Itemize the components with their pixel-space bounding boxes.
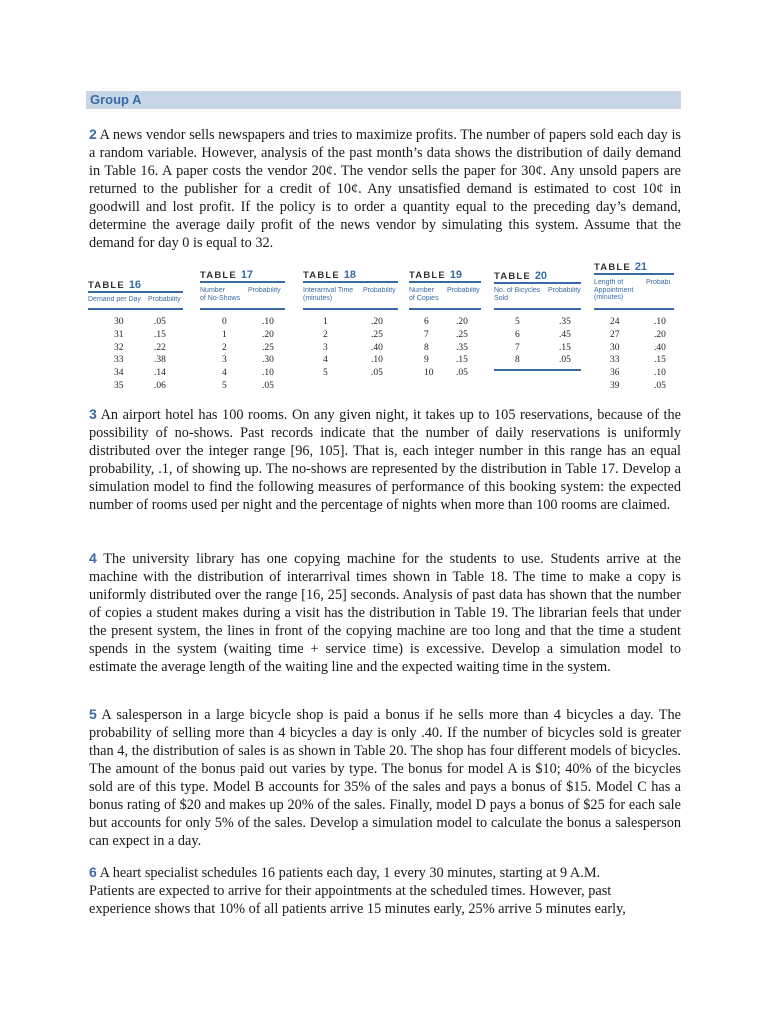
table-cell-probability: .35 <box>559 317 571 327</box>
table-cell-value: 32 <box>114 342 124 353</box>
table-header-rule <box>494 308 581 310</box>
table-cell-probability: .22 <box>154 342 166 353</box>
table-cell-probability: .10 <box>654 368 666 379</box>
section-title: Group A <box>90 92 142 107</box>
table-caption <box>594 261 647 273</box>
table-cell-value: 2 <box>323 329 328 340</box>
table-cell-value: 9 <box>424 355 429 366</box>
table-cell-value: 1 <box>222 329 227 340</box>
table-cell-probability: .25 <box>262 342 274 353</box>
table-caption <box>494 270 547 282</box>
table-caption-label: TABLE <box>409 270 450 281</box>
table-cell-value: 31 <box>114 329 124 340</box>
column-header: Interarrival Time (minutes) <box>303 287 354 302</box>
column-header: Probability <box>363 287 396 294</box>
table-caption-label: TABLE <box>494 271 535 282</box>
table-cell-value: 4 <box>323 355 328 366</box>
problem-6-number: 6 <box>89 864 97 880</box>
table-top-rule <box>303 281 398 283</box>
table-cell-value: 3 <box>222 355 227 366</box>
column-header: No. of Bicycles Sold <box>494 287 541 302</box>
table-header-rule <box>594 308 674 310</box>
table-cell-probability: .45 <box>559 329 571 340</box>
table-header-rule <box>303 308 398 310</box>
table-cell-probability: .05 <box>456 368 468 379</box>
table-cell-value: 34 <box>114 368 124 379</box>
table-top-rule <box>88 291 183 293</box>
column-header: Probabi <box>646 279 671 286</box>
problem-5 <box>89 705 681 850</box>
table-cell-value: 30 <box>114 317 124 327</box>
problem-5-number: 5 <box>89 706 97 722</box>
table-cell-value: 36 <box>610 368 620 379</box>
problem-4-number: 4 <box>89 550 97 566</box>
problem-3-text: An airport hotel has 100 rooms. On any given night, it takes up to 105 reservations, because of the possibility of no-shows. Past records indicate that the number of daily reservations is uniformly distributed over the integer range [96, 105]. That is, each integer number in this range has an equal probability, .1, of showing up. The no-shows are represented by the distribution in Table 17. Develop a simulation model to find the following measures of performance of this booking system: the expected number of rooms used per night and the percentage of nights when more than 100 rooms are claimed. <box>89 407 681 513</box>
table-cell-value: 6 <box>515 329 520 340</box>
table-cell-value: 4 <box>222 368 227 379</box>
table-cell-value: 35 <box>114 381 124 391</box>
table-cell-probability: .10 <box>654 317 666 327</box>
problem-6 <box>89 863 681 918</box>
problem-6-line-3: experience shows that 10% of all patients arrive 15 minutes early, 25% arrive 5 minutes early, <box>89 901 626 917</box>
table-bottom-rule <box>494 369 581 371</box>
table-cell-value: 24 <box>610 317 620 327</box>
table-cell-probability: .40 <box>654 342 666 353</box>
table-header-rule <box>409 308 481 310</box>
table-cell-probability: .20 <box>262 329 274 340</box>
problem-5-text: A salesperson in a large bicycle shop is paid a bonus if he sells more than 4 bicycles a day. The probability of selling more than 4 bicycles a day is only .40. If the number of bicycles sold is greater than 4, the distribution of sales is as shown in Table 20. The shop has four different models of bicycles. The amount of the bonus paid out varies by type. The bonus for model A is $10; 40% of the bicycles sold are of this type. Model B accounts for 35% of the sales and pays a bonus of $15. Model C has a bonus rating of $20 and makes up 20% of the sales. Finally, model D pays a bonus of $25 for each sale but accounts for only 5% of the sales. Develop a simulation model to calculate the bonus a salesperson can expect in a day. <box>89 707 681 849</box>
table-cell-probability: .05 <box>371 368 383 379</box>
problem-6-line-2: Patients are expected to arrive for their appointments at the scheduled times. However, past <box>89 883 612 899</box>
problem-3 <box>89 405 681 514</box>
table-cell-probability: .38 <box>154 355 166 366</box>
table-cell-probability: .10 <box>262 317 274 327</box>
table-cell-value: 2 <box>222 342 227 353</box>
table-cell-value: 5 <box>323 368 328 379</box>
table-cell-value: 10 <box>424 368 434 379</box>
table-cell-probability: .25 <box>371 329 383 340</box>
table-cell-value: 0 <box>222 317 227 327</box>
table-cell-probability: .05 <box>154 317 166 327</box>
table-cell-probability: .05 <box>654 381 666 391</box>
table-caption-number: 17 <box>240 269 254 281</box>
table-caption <box>409 269 462 281</box>
table-caption-label: TABLE <box>303 270 344 281</box>
problem-2 <box>89 125 681 252</box>
table-caption-number: 21 <box>634 261 648 273</box>
table-cell-value: 7 <box>424 329 429 340</box>
table-cell-probability: .35 <box>456 342 468 353</box>
table-top-rule <box>594 273 674 275</box>
table-cell-probability: .15 <box>559 342 571 353</box>
problem-3-number: 3 <box>89 406 97 422</box>
table-header-rule <box>200 308 285 310</box>
table-cell-value: 33 <box>610 355 620 366</box>
table-cell-value: 3 <box>323 342 328 353</box>
table-cell-probability: .15 <box>654 355 666 366</box>
table-cell-probability: .10 <box>371 355 383 366</box>
section-header <box>86 91 681 109</box>
table-cell-probability: .25 <box>456 329 468 340</box>
table-top-rule <box>494 282 581 284</box>
column-header: Demand per Day <box>88 296 141 303</box>
table-top-rule <box>409 281 481 283</box>
table-cell-probability: .15 <box>154 329 166 340</box>
table-caption-number: 16 <box>128 279 142 291</box>
table-cell-probability: .15 <box>456 355 468 366</box>
table-cell-value: 30 <box>610 342 620 353</box>
table-cell-probability: .05 <box>262 381 274 391</box>
problem-4-text: The university library has one copying machine for the students to use. Students arrive at the machine with the distribution of interarrival times shown in Table 18. The time to make a copy is uniformly distributed over the range [16, 25] seconds. Analysis of past data has shown that the number of copies a student makes during a visit has the distribution in Table 19. The librarian feels that under the present system, the lines in front of the copying machine are too long and that the time a student spends in the system (waiting time + service time) is excessive. Develop a simulation model to estimate the average length of the waiting line and the expected waiting time in the system. <box>89 551 681 675</box>
table-cell-probability: .20 <box>654 329 666 340</box>
table-cell-probability: .05 <box>559 355 571 366</box>
table-cell-value: 39 <box>610 381 620 391</box>
column-header: Number of Copies <box>409 287 439 302</box>
column-header: Length of Appointment (minutes) <box>594 279 634 301</box>
table-cell-probability: .40 <box>371 342 383 353</box>
table-cell-probability: .14 <box>154 368 166 379</box>
column-header: Number of No-Shows <box>200 287 241 302</box>
problem-2-text: A news vendor sells newspapers and tries to maximize profits. The number of papers sold each day is a random variable. However, analysis of the past month’s data shows the distribution of daily demand in Table 16. A paper costs the vendor 20¢. The vendor sells the paper for 30¢. Any unsold papers are returned to the publisher for a credit of 10¢. Any unsatisfied demand is estimated to cost 10¢ in goodwill and lost profit. If the policy is to order a quantity equal to the preceding day’s demand, determine the average daily profit of the news vendor by simulating this system. Assume that the demand for day 0 is equal to 32. <box>89 127 681 251</box>
column-header: Probability <box>248 287 281 294</box>
table-cell-probability: .30 <box>262 355 274 366</box>
problem-2-number: 2 <box>89 126 97 142</box>
table-cell-probability: .20 <box>371 317 383 327</box>
table-cell-value: 33 <box>114 355 124 366</box>
problem-6-line-1 <box>89 863 681 882</box>
table-caption-number: 20 <box>534 270 548 282</box>
table-caption <box>88 279 141 291</box>
table-caption <box>303 269 356 281</box>
table-caption-label: TABLE <box>88 280 129 291</box>
table-cell-value: 1 <box>323 317 328 327</box>
column-header: Probability <box>548 287 581 294</box>
table-cell-value: 27 <box>610 329 620 340</box>
table-caption-number: 18 <box>343 269 357 281</box>
column-header: Probability <box>447 287 480 294</box>
table-cell-value: 5 <box>515 317 520 327</box>
table-cell-value: 8 <box>424 342 429 353</box>
table-cell-probability: .10 <box>262 368 274 379</box>
problem-4 <box>89 549 681 676</box>
table-cell-value: 6 <box>424 317 429 327</box>
table-cell-value: 7 <box>515 342 520 353</box>
table-top-rule <box>200 281 285 283</box>
table-header-rule <box>88 308 183 310</box>
table-cell-probability: .06 <box>154 381 166 391</box>
table-caption-label: TABLE <box>200 270 241 281</box>
table-caption-number: 19 <box>449 269 463 281</box>
table-cell-probability: .20 <box>456 317 468 327</box>
table-caption-label: TABLE <box>594 262 635 273</box>
column-header: Probability <box>148 296 181 303</box>
problem-6-line-1-text: A heart specialist schedules 16 patients each day, 1 every 30 minutes, starting at 9 A.M. <box>96 865 601 881</box>
table-caption <box>200 269 253 281</box>
table-cell-value: 8 <box>515 355 520 366</box>
table-cell-value: 5 <box>222 381 227 391</box>
